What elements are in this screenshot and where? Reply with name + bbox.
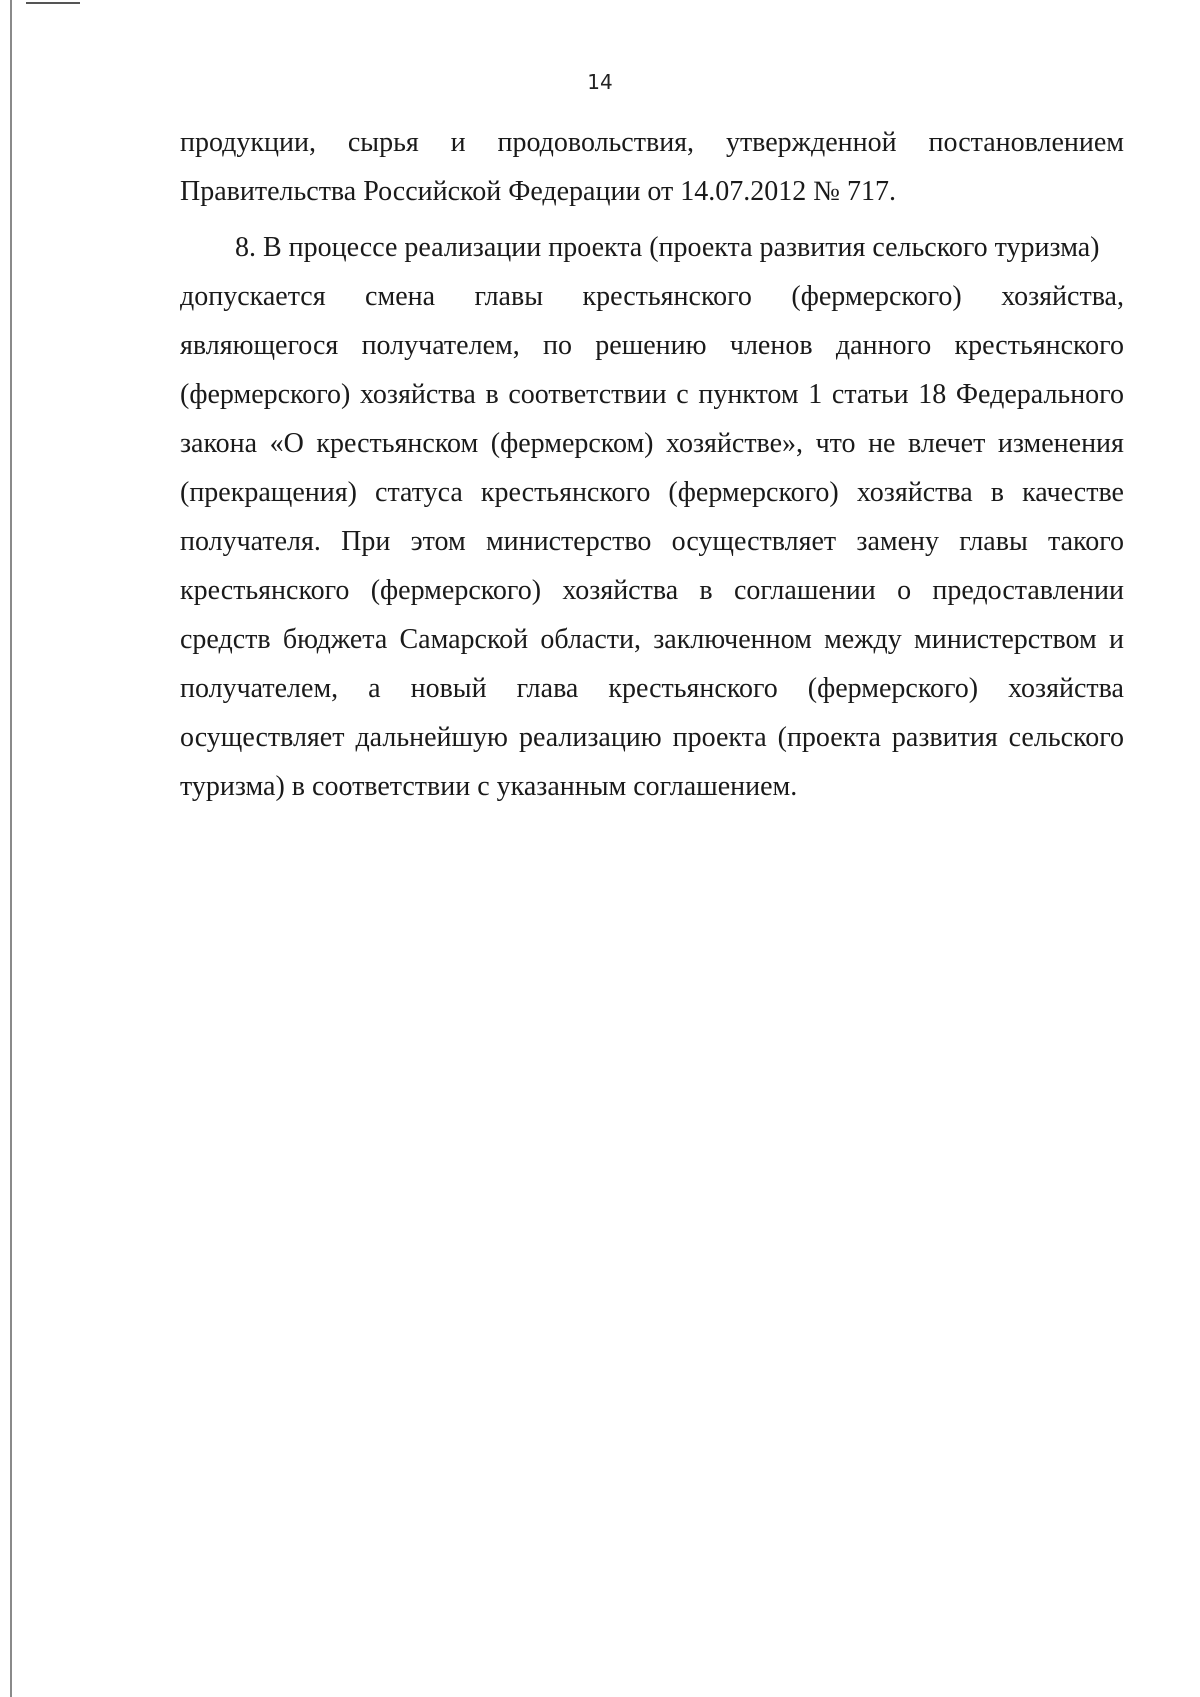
word: что	[815, 428, 856, 459]
text-line: туризма) в соответствии с указанным соглашением.	[180, 771, 798, 802]
word: новый	[410, 673, 487, 704]
text-line	[180, 664, 1124, 713]
text-line	[180, 517, 1124, 566]
word: При	[341, 526, 391, 557]
word: соглашении	[733, 575, 876, 606]
word: крестьянского	[582, 281, 752, 312]
word: по	[543, 330, 572, 361]
text-line: Правительства Российской Федерации от 14.07.2012 № 717.	[180, 176, 897, 207]
word: 18	[918, 379, 947, 410]
word: утвержденной	[725, 127, 897, 158]
word: крестьянском	[316, 428, 479, 459]
word: постановлением	[928, 127, 1124, 158]
text-line	[180, 321, 1124, 370]
word: являющегося	[180, 330, 339, 361]
scan-left-edge	[10, 0, 12, 1697]
paragraph-2	[180, 223, 1124, 811]
word: о	[897, 575, 912, 606]
word: решению	[595, 330, 707, 361]
word: получателем,	[361, 330, 520, 361]
word: крестьянского	[608, 673, 778, 704]
word: (фермерского)	[370, 575, 542, 606]
text-line	[180, 566, 1124, 615]
word: крестьянского	[180, 575, 350, 606]
word: хозяйства,	[1001, 281, 1124, 312]
word: хозяйства	[360, 379, 476, 410]
word: бюджета	[282, 624, 388, 655]
word: влечет	[908, 428, 986, 459]
word: (фермерского)	[791, 281, 962, 312]
word: «О	[269, 428, 304, 459]
word: средств	[180, 624, 271, 655]
word: в	[990, 477, 1004, 508]
word: предоставлении	[932, 575, 1124, 606]
word: хозяйстве»,	[666, 428, 804, 459]
text-line	[180, 615, 1124, 664]
word: министерством	[914, 624, 1097, 655]
word: и	[450, 127, 466, 158]
word: в	[485, 379, 499, 410]
word: (фермерского)	[668, 477, 839, 508]
word: Федерального	[955, 379, 1124, 410]
word: реализацию	[518, 722, 662, 753]
word: с	[676, 379, 689, 410]
word: закона	[180, 428, 258, 459]
word: качестве	[1022, 477, 1124, 508]
word: области,	[540, 624, 641, 655]
word: статьи	[831, 379, 909, 410]
word: продукции,	[180, 127, 316, 158]
page-number: 14	[587, 70, 613, 94]
text-line	[180, 118, 1124, 167]
word: получателем,	[180, 673, 339, 704]
word: допускается	[180, 281, 326, 312]
word: продовольствия,	[497, 127, 695, 158]
word: заключенном	[653, 624, 812, 655]
word: получателя.	[180, 526, 321, 557]
word: осуществляет	[180, 722, 345, 753]
word: развития	[891, 722, 998, 753]
word: проекта	[672, 722, 767, 753]
word: между	[824, 624, 902, 655]
word: не	[868, 428, 896, 459]
text-line	[180, 713, 1124, 762]
word: хозяйства	[856, 477, 973, 508]
word: смена	[365, 281, 436, 312]
text-line: 8. В процессе реализации проекта (проекта развития сельского туризма)	[235, 232, 1100, 263]
word: хозяйства	[562, 575, 679, 606]
word: крестьянского	[480, 477, 651, 508]
word: главы	[474, 281, 544, 312]
word: осуществляет	[671, 526, 837, 557]
word: дальнейшую	[355, 722, 508, 753]
word: этом	[410, 526, 466, 557]
word: в	[699, 575, 713, 606]
word: и	[1108, 624, 1124, 655]
word: (фермерского)	[807, 673, 979, 704]
word: министерство	[485, 526, 652, 557]
word: (проекта	[777, 722, 881, 753]
word: (фермерском)	[490, 428, 654, 459]
word: изменения	[997, 428, 1124, 459]
word: статуса	[375, 477, 463, 508]
word: (фермерского)	[180, 379, 351, 410]
word: соответствии	[508, 379, 667, 410]
word: сельского	[1008, 722, 1124, 753]
paragraph-1	[180, 118, 1124, 216]
word: главы	[959, 526, 1028, 557]
scan-top-mark	[26, 2, 80, 4]
word: данного	[835, 330, 932, 361]
word: хозяйства	[1008, 673, 1124, 704]
text-line	[180, 419, 1124, 468]
word: членов	[729, 330, 813, 361]
word: глава	[516, 673, 579, 704]
word: замену	[856, 526, 940, 557]
word: крестьянского	[954, 330, 1124, 361]
word: пунктом	[698, 379, 799, 410]
word: сырья	[347, 127, 419, 158]
word: а	[368, 673, 381, 704]
text-line	[180, 370, 1124, 419]
document-body	[180, 118, 1124, 811]
text-line	[180, 272, 1124, 321]
word: Самарской	[399, 624, 529, 655]
word: (прекращения)	[180, 477, 357, 508]
word: 1	[808, 379, 823, 410]
text-line	[180, 468, 1124, 517]
word: такого	[1048, 526, 1124, 557]
